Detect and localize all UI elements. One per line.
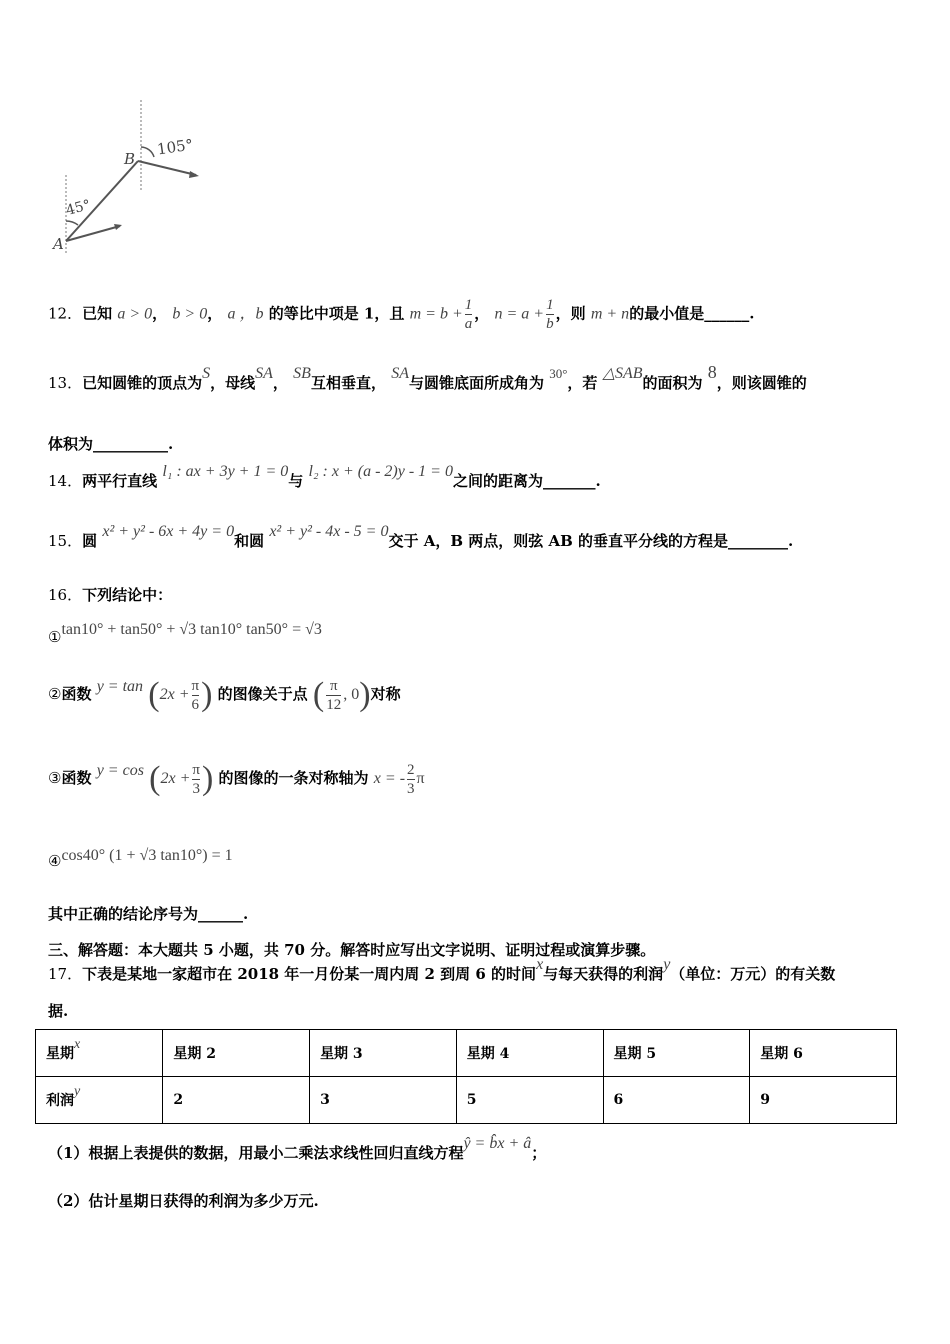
table-cell: 9 [750, 1077, 897, 1124]
table-cell: 星期 6 [750, 1030, 897, 1077]
fraction-pi-over-12: $\frac{\pi}{12}$ [326, 677, 342, 713]
question-13: 13．已知圆锥的顶点为S，母线SA， SB互相垂直， SA与圆锥底面所成角为 30°，若 △SAB的面积为 8，则该圆锥的 [48, 362, 807, 392]
question-12: 12．已知 a > 0， b > 0， a ，b 的等比中项是 1，且 m = b + $\frac{1}{a}$ ， n = a + $\frac{1}{b}$ ，则 m + n的最小值是______. [48, 297, 755, 332]
question-15: 15．圆 x² + y² - 6x + 4y = 0和圆 x² + y² - 4x - 5 = 0交于 A，B 两点，则弦 AB 的垂直平分线的方程是________. [48, 523, 794, 550]
profit-table [35, 1029, 897, 1124]
direction-figure [50, 95, 220, 265]
fraction-1-over-b: $\frac{1}{b}$ [546, 297, 554, 332]
table-cell: 星期 5 [603, 1030, 750, 1077]
table-cell: 2 [163, 1077, 310, 1124]
statement-1: ①tan10° + tan50° + √3 tan10° tan50° = √3 [48, 621, 322, 646]
question-14: 14．两平行直线 l₁ : ax + 3y + 1 = 0与 l₂ : x + (a - 2)y - 1 = 0之间的距离为_______. [48, 463, 601, 490]
table-cell: 6 [603, 1077, 750, 1124]
table-cell: 3 [310, 1077, 457, 1124]
question-17-part-1: （1）根据上表提供的数据，用最小二乘法求线性回归直线方程ŷ = b̂x + â； [48, 1135, 547, 1162]
figure-label-b: B [124, 150, 136, 168]
section-3-heading: 三、解答题：本大题共 5 小题，共 70 分。解答时应写出文字说明、证明过程或演算步骤。 [48, 941, 656, 959]
table-row [36, 1030, 897, 1077]
table-cell: 星期 3 [310, 1030, 457, 1077]
question-16-title: 16．下列结论中： [48, 586, 173, 604]
table-cell: 利润y [36, 1077, 163, 1124]
statement-4: ④cos40° (1 + √3 tan10°) = 1 [48, 847, 233, 870]
table-cell: 星期 4 [456, 1030, 603, 1077]
table-cell: 星期x [36, 1030, 163, 1077]
fraction-pi-over-6: $\frac{\pi}{6}$ [191, 677, 200, 713]
fraction-2-over-3: $\frac{2}{3}$ [407, 761, 415, 797]
question-17-part-2: （2）估计星期日获得的利润为多少万元. [48, 1192, 319, 1210]
fraction-pi-over-3: $\frac{\pi}{3}$ [192, 761, 200, 797]
question-16-answer: 其中正确的结论序号为______. [48, 905, 249, 923]
fraction-1-over-a: $\frac{1}{a}$ [464, 297, 473, 332]
statement-2: ②函数 y = tan (2x + $\frac{\pi}{6}$ ) 的图像关于点 ( $\frac{\pi}{12}$ , 0)对称 [48, 676, 401, 713]
figure-angle-45: 45° [64, 197, 93, 219]
table-cell: 星期 2 [163, 1030, 310, 1077]
statement-3: ③函数 y = cos (2x + $\frac{\pi}{3}$ ) 的图像的一条对称轴为 x = - $\frac{2}{3}$ π [48, 760, 425, 797]
figure-label-a: A [53, 235, 64, 253]
question-13-line-2: 体积为__________. [48, 435, 174, 453]
table-row [36, 1077, 897, 1124]
table-cell: 5 [456, 1077, 603, 1124]
figure-angle-105: 105° [155, 135, 195, 159]
question-17: 17．下表是某地一家超市在 2018 年一月份某一周内周 2 到周 6 的时间x与每天获得的利润y（单位：万元）的有关数 [48, 956, 836, 983]
question-17-line-2: 据. [48, 1002, 69, 1020]
